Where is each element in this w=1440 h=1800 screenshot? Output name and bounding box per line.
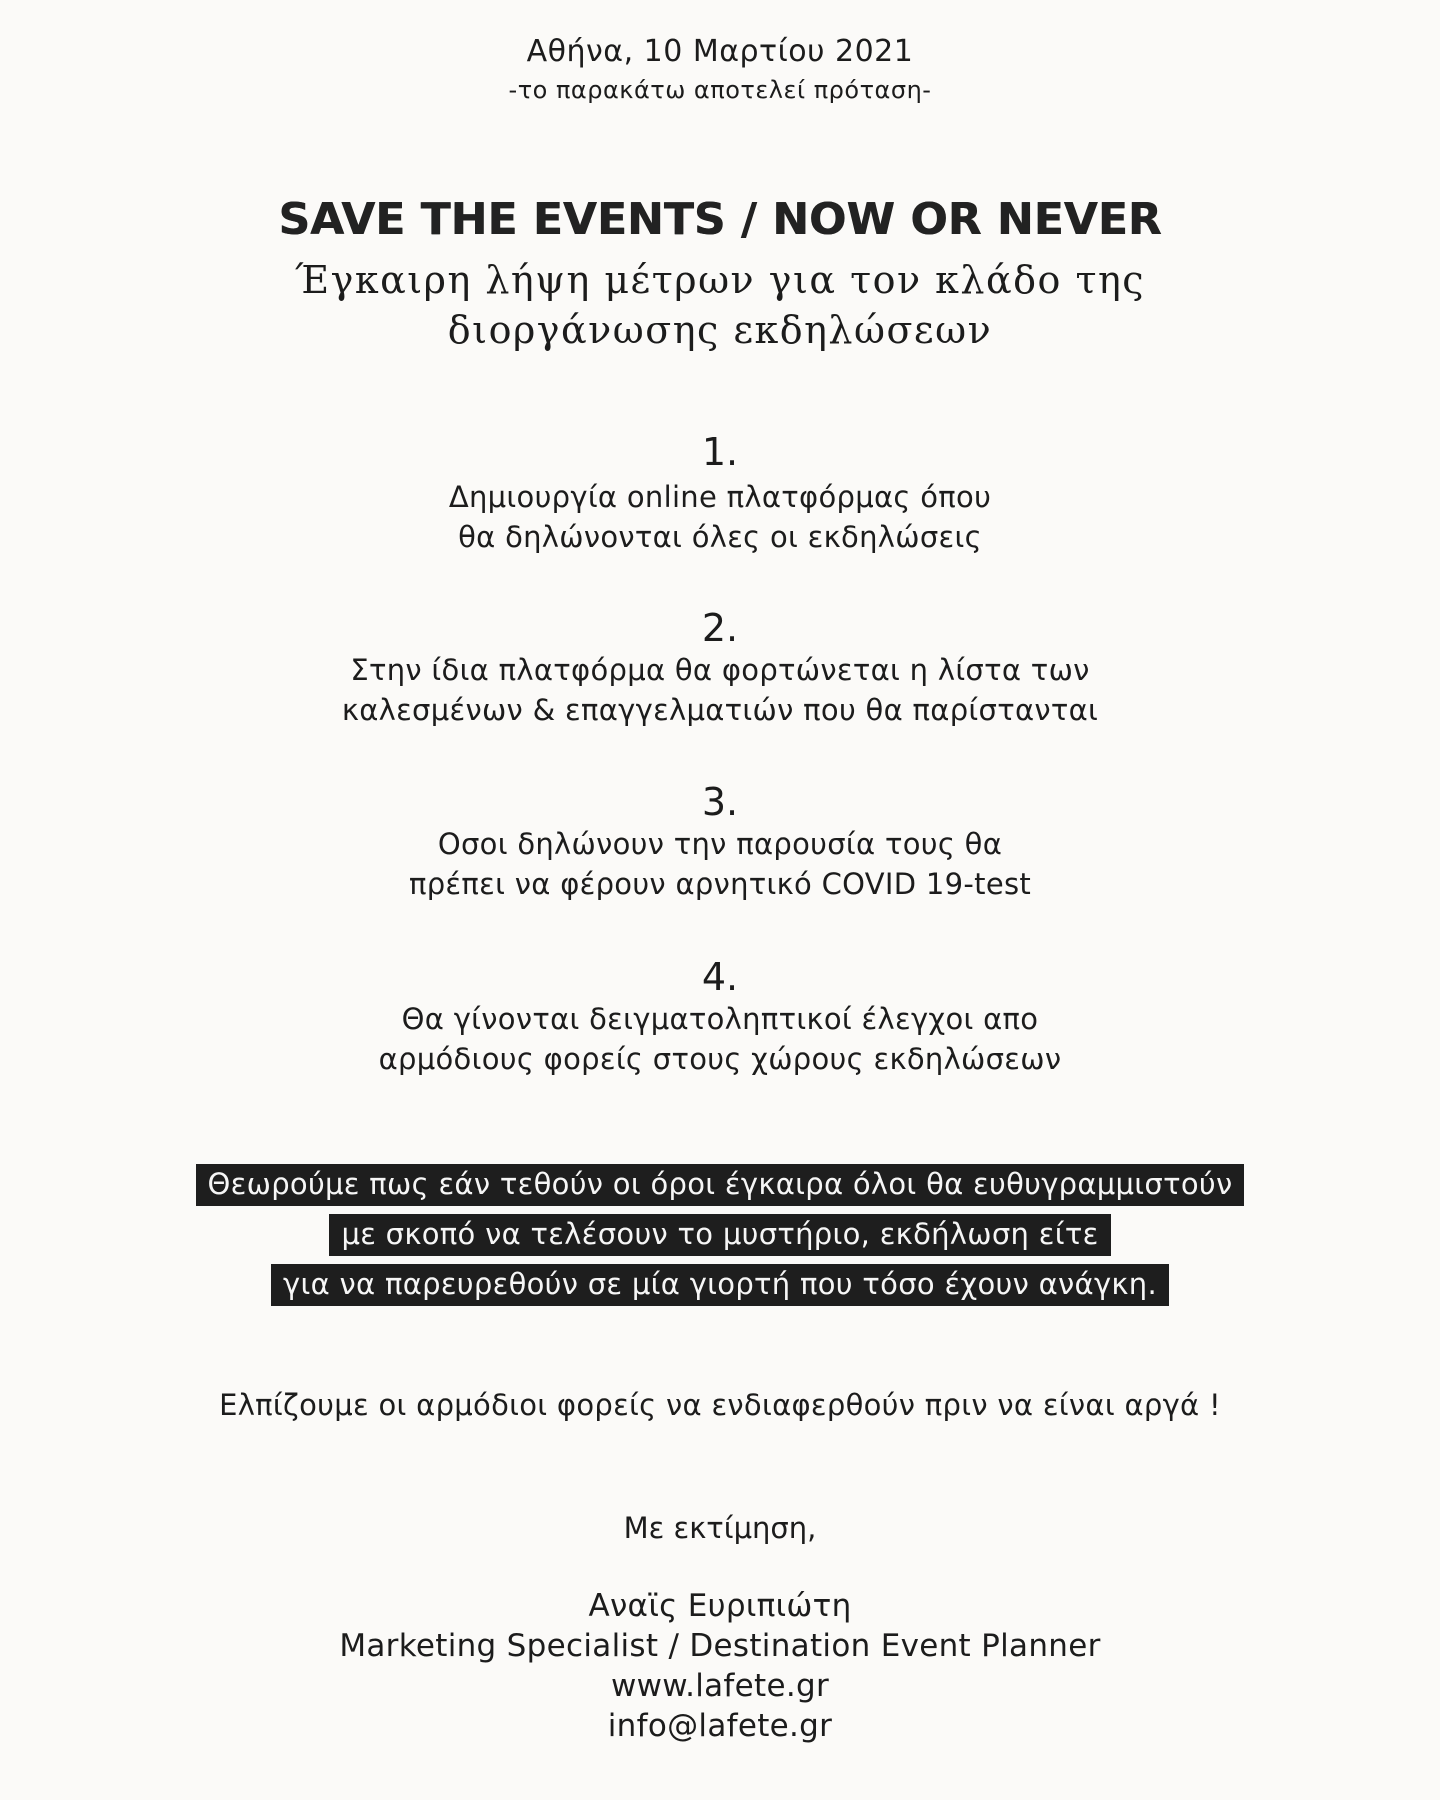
point-2-line-2: καλεσμένων & επαγγελματιών που θα παρίστανται	[341, 693, 1099, 727]
highlight-line-1: Θεωρούμε πως εάν τεθούν οι όροι έγκαιρα όλοι θα ευθυγραμμιστούν	[196, 1164, 1245, 1206]
point-3-line-2: πρέπει να φέρουν αρνητικό COVID 19-test	[408, 867, 1032, 901]
point-2-number: 2.	[701, 606, 739, 650]
closing-statement: Ελπίζουμε οι αρμόδιοι φορείς να ενδιαφερθούν πριν να είναι αργά !	[219, 1388, 1221, 1422]
letter-date: Αθήνα, 10 Μαρτίου 2021	[526, 34, 914, 69]
regards: Με εκτίμηση,	[623, 1511, 817, 1545]
signature-name: Αναϊς Ευριπιώτη	[588, 1588, 852, 1624]
subtitle-line-1: Έγκαιρη λήψη μέτρων για τον κλάδο της	[294, 258, 1146, 302]
point-4-number: 4.	[701, 955, 739, 999]
point-4-line-1: Θα γίνονται δειγματοληπτικοί έλεγχοι απο	[401, 1002, 1039, 1036]
point-3-line-1: Οσοι δηλώνουν την παρουσία τους θα	[437, 827, 1003, 861]
subtitle-line-2: διοργάνωσης εκδηλώσεων	[447, 308, 993, 352]
signature-role: Marketing Specialist / Destination Event Planner	[339, 1628, 1101, 1664]
highlight-line-3: για να παρευρεθούν σε μία γιορτή που τόσο έχουν ανάγκη.	[271, 1264, 1169, 1306]
signature-website[interactable]: www.lafete.gr	[610, 1668, 830, 1704]
proposal-note: -το παρακάτω αποτελεί πρόταση-	[508, 76, 932, 104]
point-1-number: 1.	[701, 430, 739, 474]
point-1-line-1: Δημιουργία online πλατφόρμας όπου	[448, 480, 992, 514]
page-title: SAVE THE EVENTS / NOW OR NEVER	[278, 194, 1162, 245]
highlight-row-1	[0, 1164, 1440, 1206]
point-1-line-2: θα δηλώνονται όλες οι εκδηλώσεις	[458, 520, 982, 554]
point-3-number: 3.	[701, 780, 739, 824]
highlight-row-2	[0, 1214, 1440, 1256]
highlight-line-2: με σκοπό να τελέσουν το μυστήριο, εκδήλωση είτε	[329, 1214, 1110, 1256]
highlight-row-3	[0, 1264, 1440, 1306]
signature-email[interactable]: info@lafete.gr	[607, 1708, 833, 1744]
point-4-line-2: αρμόδιους φορείς στους χώρους εκδηλώσεων	[378, 1042, 1062, 1076]
point-2-line-1: Στην ίδια πλατφόρμα θα φορτώνεται η λίστα των	[350, 653, 1090, 687]
